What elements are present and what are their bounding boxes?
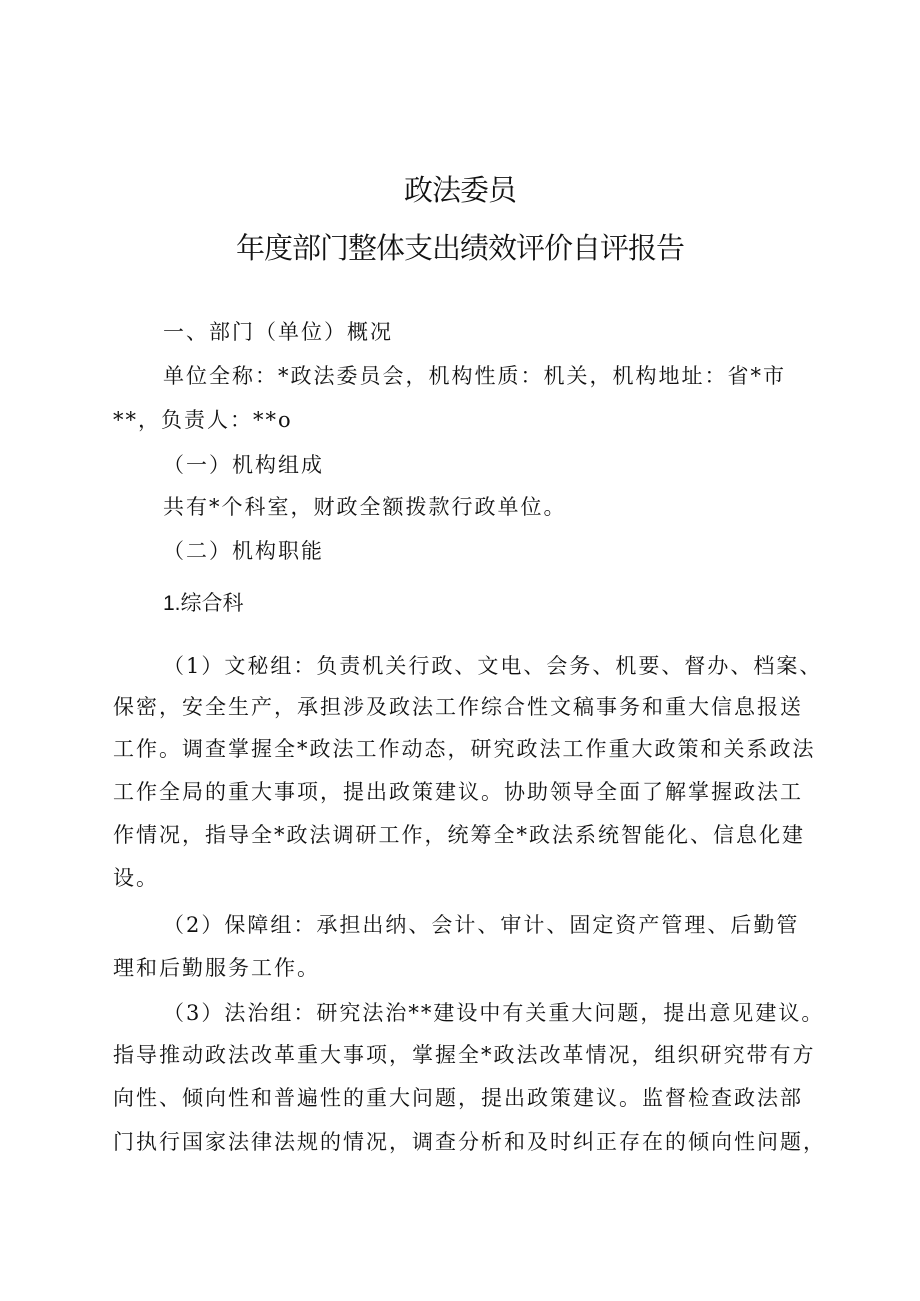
document-title-line-2: 年度部门整体支出绩效评价自评报告	[235, 231, 684, 265]
body-line: 工作全局的重大事项，提出政策建议。协助领导全面了解掌握政法工	[113, 780, 803, 804]
body-line: 向性、倾向性和普遍性的重大问题，提出政策建议。监督检查政法部	[113, 1086, 803, 1110]
body-line: （2）保障组：承担出纳、会计、审计、固定资产管理、后勤管	[163, 913, 800, 937]
section-heading: 一、部门（单位）概况	[163, 320, 393, 344]
item-heading: 1.综合科	[163, 592, 244, 615]
body-line: 门执行国家法律法规的情况，调查分析和及时纠正存在的倾向性问题，	[113, 1130, 826, 1154]
document-title-line-1: 政法委员	[403, 173, 516, 207]
body-line: 指导推动政法改革重大事项，掌握全*政法改革情况，组织研究带有方	[113, 1043, 816, 1067]
subsection-heading: （二）机构职能	[163, 539, 324, 563]
body-line: 设。	[113, 866, 159, 890]
subsection-heading: （一）机构组成	[163, 453, 324, 477]
body-line: 工作。调查掌握全*政法工作动态，研究政法工作重大政策和关系政法	[113, 737, 816, 761]
body-line: 作情况，指导全*政法调研工作，统筹全*政法系统智能化、信息化建	[113, 823, 805, 847]
body-line: （1）文秘组：负责机关行政、文电、会务、机要、督办、档案、	[163, 654, 823, 678]
body-line: （3）法治组：研究法治**建设中有关重大问题，提出意见建议。	[163, 1001, 825, 1025]
body-line: 单位全称：*政法委员会，机构性质：机关，机构地址：省*市	[163, 364, 786, 388]
body-line: 理和后勤服务工作。	[113, 956, 320, 980]
body-line: 保密，安全生产，承担涉及政法工作综合性文稿事务和重大信息报送	[113, 695, 803, 719]
body-line: 共有*个科室，财政全额拨款行政单位。	[163, 495, 567, 519]
body-line: **，负责人：**o	[113, 408, 293, 432]
